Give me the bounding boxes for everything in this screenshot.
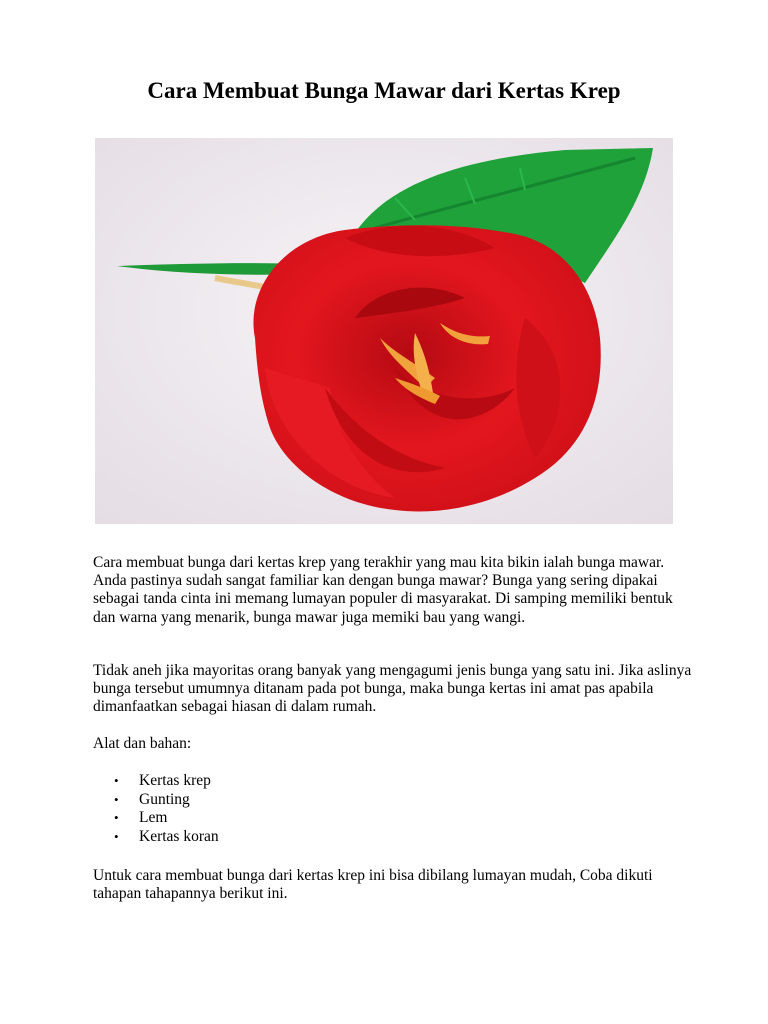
list-item-label: Lem <box>139 809 168 826</box>
list-item-label: Kertas krep <box>139 772 211 789</box>
tools-heading: Alat dan bahan: <box>93 735 192 752</box>
second-paragraph: Tidak aneh jika mayoritas orang banyak yang mengagumi jenis bunga yang satu ini. Jika aslinya bunga tersebut umumnya ditanam pada pot bunga, maka bunga kertas ini amat pas apabila dimanfaatkan sebagai hiasan di dalam rumah. <box>93 662 692 716</box>
closing-paragraph: Untuk cara membuat bunga dari kertas krep ini bisa dibilang lumayan mudah, Coba dikuti tahapan tahapannya berikut ini. <box>93 867 653 903</box>
list-item <box>93 791 693 810</box>
crepe-paper-rose-photo <box>95 138 673 524</box>
list-item <box>93 809 693 828</box>
list-item <box>93 828 693 847</box>
bullet-icon: • <box>114 791 119 807</box>
bullet-icon: • <box>114 773 119 788</box>
list-item <box>93 772 693 791</box>
list-item-label: Gunting <box>139 790 190 808</box>
bullet-icon: • <box>114 810 119 825</box>
tools-list <box>93 772 693 846</box>
document-title: Cara Membuat Bunga Mawar dari Kertas Krep <box>147 78 621 103</box>
intro-paragraph: Cara membuat bunga dari kertas krep yang terakhir yang mau kita bikin ialah bunga mawar. Anda pastinya sudah sangat familiar kan dengan bunga mawar? Bunga yang sering dipakai sebagai tanda cinta ini memang lumayan populer di masyarakat. Di samping memiliki bentuk dan warna yang menarik, bunga mawar juga memiki bau yang wangi. <box>93 554 673 626</box>
bullet-icon: • <box>114 828 119 844</box>
list-item-label: Kertas koran <box>139 827 219 845</box>
